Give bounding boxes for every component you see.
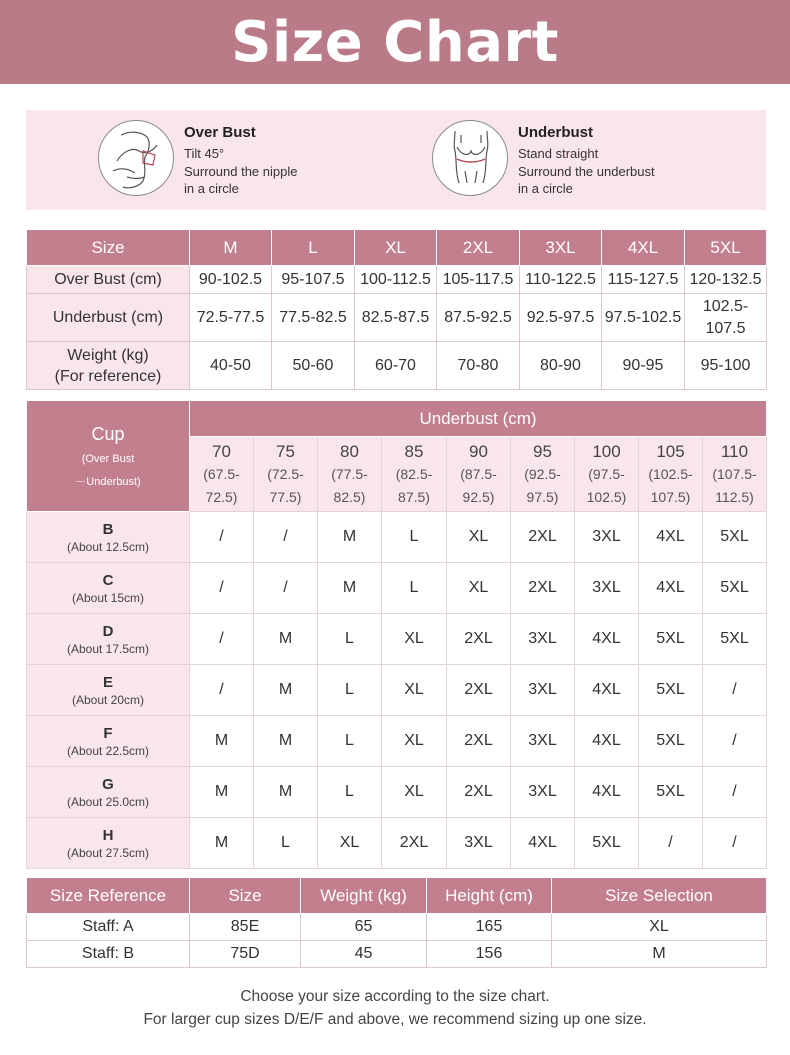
size-cell: / — [190, 512, 254, 563]
table-row — [27, 941, 767, 968]
row-label: Over Bust (cm) — [27, 266, 190, 294]
table-row — [27, 716, 767, 767]
column-header: M — [190, 230, 272, 266]
underbust-range: 107.5) — [650, 488, 691, 505]
size-cell: 4XL — [575, 665, 639, 716]
underbust-range: (87.5- — [460, 465, 497, 482]
table-cell: 97.5-102.5 — [602, 294, 685, 342]
underbust-range: 82.5) — [333, 488, 366, 505]
cup-label — [27, 818, 190, 869]
size-cell: 4XL — [575, 614, 639, 665]
header-banner — [0, 0, 790, 84]
cup-difference-note: (About 25.0cm) — [66, 794, 150, 809]
column-header: 4XL — [602, 230, 685, 266]
table-cell: 90-95 — [602, 342, 685, 390]
table-cell: 72.5-77.5 — [190, 294, 272, 342]
underbust-title-row — [27, 401, 767, 437]
cup-header — [27, 401, 190, 512]
size-cell: M — [318, 563, 382, 614]
underbust-size-header — [575, 437, 639, 512]
size-reference-table — [26, 877, 767, 968]
size-cell: 4XL — [639, 512, 703, 563]
size-cell: L — [382, 512, 447, 563]
table-cell: 95-107.5 — [272, 266, 355, 294]
underbust-range: (92.5- — [524, 465, 561, 482]
size-cell: / — [703, 767, 767, 818]
underbust-range: 77.5) — [269, 488, 302, 505]
table-row — [27, 818, 767, 869]
underbust-size-header — [703, 437, 767, 512]
cup-header-note: －Underbust) — [75, 475, 141, 488]
size-cell: XL — [447, 512, 511, 563]
column-header: XL — [355, 230, 437, 266]
cup-label — [27, 767, 190, 818]
underbust-header: Underbust (cm) — [190, 401, 767, 437]
over-bust-guide — [98, 120, 297, 198]
table-cell: 120-132.5 — [685, 266, 767, 294]
size-cell: M — [190, 767, 254, 818]
table-row — [27, 342, 767, 390]
underbust-figure-icon — [432, 120, 508, 196]
table-row — [27, 914, 767, 941]
size-cell: M — [254, 716, 318, 767]
underbust-range: (72.5- — [267, 465, 304, 482]
size-cell: 2XL — [447, 716, 511, 767]
cup-letter: E — [102, 673, 113, 691]
table-cell: 92.5-97.5 — [520, 294, 602, 342]
table-row — [27, 767, 767, 818]
cup-letter: B — [102, 520, 114, 538]
size-cell: XL — [382, 767, 447, 818]
size-cell: 3XL — [575, 512, 639, 563]
table-cell: 80-90 — [520, 342, 602, 390]
table-cell: 165 — [427, 914, 552, 941]
column-header: Size Selection — [552, 878, 767, 914]
footer-line: Choose your size according to the size chart. — [240, 988, 550, 1005]
underbust-size: 110 — [720, 441, 749, 461]
column-header: 5XL — [685, 230, 767, 266]
column-header: Weight (kg) — [301, 878, 427, 914]
underbust-size-header — [190, 437, 254, 512]
over-bust-title: Over Bust — [184, 124, 256, 141]
size-cell: L — [318, 665, 382, 716]
row-label: Underbust (cm) — [27, 294, 190, 342]
size-cell: XL — [382, 614, 447, 665]
underbust-size: 75 — [276, 441, 295, 461]
size-cell: 3XL — [511, 665, 575, 716]
size-cell: L — [254, 818, 318, 869]
underbust-size: 100 — [592, 441, 621, 461]
underbust-range: 112.5) — [715, 488, 754, 505]
cup-letter: F — [103, 724, 113, 742]
underbust-size: 70 — [212, 441, 231, 461]
size-header-row — [27, 230, 767, 266]
cup-label — [27, 563, 190, 614]
over-bust-instruction: in a circle — [184, 181, 239, 196]
underbust-size-header — [382, 437, 447, 512]
table-cell: XL — [552, 914, 767, 941]
size-cell: 5XL — [575, 818, 639, 869]
cup-difference-note: (About 22.5cm) — [66, 743, 150, 758]
underbust-size: 85 — [404, 441, 424, 461]
size-cell: M — [190, 716, 254, 767]
underbust-range: (102.5- — [648, 465, 693, 482]
cup-rows — [27, 512, 767, 869]
size-cell: L — [382, 563, 447, 614]
size-cell: / — [254, 512, 318, 563]
size-cell: 2XL — [447, 614, 511, 665]
over-bust-figure-icon — [98, 120, 174, 196]
over-bust-instruction: Tilt 45° — [184, 146, 225, 161]
size-cell: M — [254, 614, 318, 665]
table-cell: 90-102.5 — [190, 266, 272, 294]
table-cell: 50-60 — [272, 342, 355, 390]
underbust-range: (107.5- — [712, 465, 757, 482]
table-cell: 45 — [301, 941, 427, 968]
cup-difference-note: (About 27.5cm) — [66, 845, 150, 860]
size-cell: 2XL — [447, 767, 511, 818]
table-cell: 95-100 — [685, 342, 767, 390]
cup-difference-note: (About 15cm) — [71, 590, 145, 605]
underbust-range: (82.5- — [395, 465, 433, 482]
size-cell: 2XL — [511, 512, 575, 563]
underbust-size-header — [639, 437, 703, 512]
underbust-range: (67.5- — [203, 465, 240, 482]
underbust-range: 97.5) — [526, 488, 559, 505]
size-cell: 5XL — [639, 716, 703, 767]
size-cell: L — [318, 716, 382, 767]
size-cell: L — [318, 614, 382, 665]
cup-letter: C — [102, 571, 114, 589]
table-cell: 100-112.5 — [355, 266, 437, 294]
underbust-size-header — [254, 437, 318, 512]
size-cell: 3XL — [511, 716, 575, 767]
size-cell: XL — [318, 818, 382, 869]
size-cell: M — [318, 512, 382, 563]
size-cell: M — [254, 665, 318, 716]
table-cell: 102.5-107.5 — [685, 294, 767, 342]
underbust-guide — [432, 120, 655, 198]
size-cell: M — [190, 818, 254, 869]
footer-note — [0, 985, 790, 1031]
size-cell: / — [190, 614, 254, 665]
size-cell: 5XL — [639, 767, 703, 818]
table-row — [27, 512, 767, 563]
cup-header-note: (Over Bust — [81, 452, 135, 465]
table-cell: 70-80 — [437, 342, 520, 390]
size-cell: 2XL — [382, 818, 447, 869]
cup-label — [27, 614, 190, 665]
row-label — [27, 342, 190, 390]
measurement-guide — [26, 110, 766, 210]
size-cell: 5XL — [703, 614, 767, 665]
column-header: Size Reference — [27, 878, 190, 914]
table-row — [27, 266, 767, 294]
table-cell: 110-122.5 — [520, 266, 602, 294]
underbust-instruction: in a circle — [518, 181, 573, 196]
size-cell: XL — [382, 716, 447, 767]
size-cell: / — [190, 563, 254, 614]
underbust-size: 105 — [656, 441, 685, 461]
table-cell: 60-70 — [355, 342, 437, 390]
column-header: L — [272, 230, 355, 266]
table-cell: M — [552, 941, 767, 968]
table-cell: 156 — [427, 941, 552, 968]
size-cell: 3XL — [511, 767, 575, 818]
cup-label — [27, 665, 190, 716]
table-row — [27, 665, 767, 716]
footer-line: For larger cup sizes D/E/F and above, we recommend sizing up one size. — [143, 1011, 647, 1028]
table-cell: Staff: A — [27, 914, 190, 941]
page-title: Size Chart — [231, 9, 559, 75]
underbust-range: (77.5- — [331, 465, 368, 482]
size-cell: / — [190, 665, 254, 716]
table-cell: 40-50 — [190, 342, 272, 390]
table-cell: 82.5-87.5 — [355, 294, 437, 342]
table-cell: 65 — [301, 914, 427, 941]
cup-label — [27, 716, 190, 767]
size-measurement-table — [26, 229, 767, 390]
underbust-size-header — [511, 437, 575, 512]
cup-letter: G — [102, 775, 114, 793]
size-cell: 5XL — [703, 563, 767, 614]
size-cell: / — [254, 563, 318, 614]
column-header: Size — [190, 878, 301, 914]
size-cell: M — [254, 767, 318, 818]
table-row — [27, 294, 767, 342]
size-cell: 5XL — [703, 512, 767, 563]
underbust-size: 95 — [533, 441, 552, 461]
cup-letter: H — [102, 826, 114, 844]
cup-letter: D — [102, 622, 114, 640]
table-cell: 87.5-92.5 — [437, 294, 520, 342]
size-cell: XL — [447, 563, 511, 614]
column-header: Height (cm) — [427, 878, 552, 914]
column-header: 2XL — [437, 230, 520, 266]
underbust-instruction: Surround the underbust — [518, 163, 655, 179]
table-row — [27, 563, 767, 614]
over-bust-instruction: Surround the nipple — [184, 163, 298, 179]
cup-difference-note: (About 20cm) — [71, 692, 145, 707]
size-cell: XL — [382, 665, 447, 716]
underbust-range: 87.5) — [398, 488, 430, 505]
cup-difference-note: (About 17.5cm) — [66, 641, 150, 656]
table-cell: 105-117.5 — [437, 266, 520, 294]
size-cell: L — [318, 767, 382, 818]
size-cell: / — [639, 818, 703, 869]
size-cell: 5XL — [639, 614, 703, 665]
size-cell: / — [703, 818, 767, 869]
size-cell: 2XL — [447, 665, 511, 716]
table-cell: 85E — [190, 914, 301, 941]
underbust-range: 92.5) — [462, 488, 495, 505]
table-cell: 75D — [190, 941, 301, 968]
size-cell: 4XL — [511, 818, 575, 869]
underbust-range: (97.5- — [588, 465, 625, 482]
column-header: Size — [27, 230, 190, 266]
column-header: 3XL — [520, 230, 602, 266]
cup-label — [27, 512, 190, 563]
underbust-range: 102.5) — [586, 488, 627, 505]
underbust-range: 72.5) — [205, 488, 238, 505]
size-cell: 4XL — [639, 563, 703, 614]
cup-header-label: Cup — [91, 423, 125, 444]
underbust-size-header — [447, 437, 511, 512]
size-cell: / — [703, 716, 767, 767]
underbust-size: 90 — [469, 441, 488, 461]
size-cell: 3XL — [447, 818, 511, 869]
size-cell: 4XL — [575, 767, 639, 818]
table-row — [27, 614, 767, 665]
underbust-title: Underbust — [518, 124, 593, 141]
size-cell: 3XL — [511, 614, 575, 665]
size-cell: 4XL — [575, 716, 639, 767]
reference-header-row — [27, 878, 767, 914]
cup-size-table — [26, 400, 767, 869]
size-cell: 5XL — [639, 665, 703, 716]
table-cell: Staff: B — [27, 941, 190, 968]
size-cell: 3XL — [575, 563, 639, 614]
row-label-line: Weight (kg) — [67, 346, 149, 364]
size-cell: 2XL — [511, 563, 575, 614]
table-cell: 77.5-82.5 — [272, 294, 355, 342]
table-cell: 115-127.5 — [602, 266, 685, 294]
cup-difference-note: (About 12.5cm) — [66, 539, 150, 554]
size-cell: / — [703, 665, 767, 716]
row-label-line: (For reference) — [54, 367, 162, 385]
underbust-size: 80 — [340, 441, 359, 461]
underbust-instruction: Stand straight — [518, 146, 599, 161]
underbust-size-header — [318, 437, 382, 512]
